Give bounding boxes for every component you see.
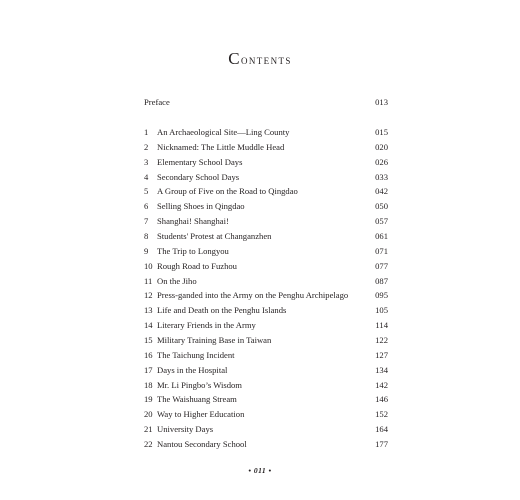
toc-entry-page: 013: [375, 97, 388, 107]
toc-entry-number: 7: [144, 216, 149, 227]
toc-entry-number: 20: [144, 409, 153, 420]
toc-entry-title: Elementary School Days: [157, 156, 243, 167]
toc-entry-number: 21: [144, 424, 153, 435]
toc-entry-page: 061: [375, 231, 388, 242]
toc-entry-number: 19: [144, 394, 153, 405]
toc-entry[interactable]: [144, 215, 388, 227]
toc-entry-number: 14: [144, 320, 153, 331]
toc-entry-title: Nicknamed: The Little Muddle Head: [157, 141, 285, 152]
toc-entry-page: 071: [375, 245, 388, 256]
toc-entry-title: Life and Death on the Penghu Islands: [157, 305, 287, 316]
toc-entry-title: Days in the Hospital: [157, 364, 228, 375]
toc-entry-number: 1: [144, 127, 149, 137]
toc-entry[interactable]: [144, 304, 388, 316]
toc-entry-number: 15: [144, 335, 153, 346]
toc-entry[interactable]: [144, 156, 388, 168]
toc-entry[interactable]: [144, 141, 388, 153]
toc-entry-title: On the Jiho: [157, 275, 197, 286]
toc-entry-page: 087: [375, 275, 388, 286]
toc-entry-page: 127: [375, 349, 388, 360]
toc-entry[interactable]: [144, 275, 388, 287]
toc-entry-number: 4: [144, 171, 149, 182]
toc-entry-title: A Group of Five on the Road to Qingdao: [157, 186, 298, 197]
toc-entry-number: 10: [144, 260, 153, 271]
title-rest: ontents: [240, 52, 292, 67]
toc-entry-page: 177: [375, 439, 388, 450]
title-initial: C: [228, 49, 241, 68]
toc-entry-page: 105: [375, 305, 388, 316]
toc-entry-page: 146: [375, 394, 388, 405]
toc-entry[interactable]: [144, 393, 388, 405]
toc-entry[interactable]: [144, 379, 388, 391]
toc-entry-title: Rough Road to Fuzhou: [157, 260, 237, 271]
toc-entry-page: 033: [375, 171, 388, 182]
toc-entry-page: 020: [375, 141, 388, 152]
toc-entry[interactable]: [144, 171, 388, 183]
toc-entry-page: 134: [375, 364, 388, 375]
toc-entry-page: 164: [375, 424, 388, 435]
toc-entry-title: The Waishuang Stream: [157, 394, 237, 405]
toc-entry-number: 8: [144, 231, 149, 242]
toc-entry-number: 12: [144, 290, 153, 301]
toc-entry-page: 095: [375, 290, 388, 301]
toc-entry[interactable]: [144, 438, 388, 450]
toc-entry[interactable]: [144, 289, 388, 301]
toc-entry-number: 17: [144, 364, 153, 375]
toc-entry[interactable]: [144, 349, 388, 361]
toc-entry-title: Literary Friends in the Army: [157, 320, 256, 331]
toc-entry-page: 057: [375, 216, 388, 227]
toc-entry-page: 050: [375, 201, 388, 212]
toc-entry[interactable]: [144, 260, 388, 272]
toc-entry[interactable]: [144, 126, 388, 138]
toc-entry-page: 026: [375, 156, 388, 167]
toc-entry-title: Nantou Secondary School: [157, 439, 247, 450]
toc-entry-title: Shanghai! Shanghai!: [157, 216, 229, 227]
toc-entry-number: 5: [144, 186, 149, 197]
toc-entry-number: 13: [144, 305, 153, 316]
toc-entry-title: Way to Higher Education: [157, 409, 245, 420]
toc-entry[interactable]: [144, 245, 388, 257]
toc-entry-title: Selling Shoes in Qingdao: [157, 201, 245, 212]
toc-entry-page: 114: [375, 320, 388, 331]
toc-entry[interactable]: [144, 364, 388, 376]
page-number: • 011 •: [248, 466, 272, 475]
toc-entry[interactable]: [144, 334, 388, 346]
toc-entry[interactable]: [144, 185, 388, 197]
toc-entry-number: 9: [144, 245, 149, 256]
toc-entry[interactable]: [144, 230, 388, 242]
toc-entry[interactable]: [144, 200, 388, 212]
toc-entry-title: Press-ganded into the Army on the Penghu Archipelago: [157, 290, 349, 301]
toc-entry-number: 3: [144, 156, 149, 167]
toc-entry[interactable]: [144, 408, 388, 420]
toc-entry-page: 122: [375, 335, 388, 346]
toc-entry-page: 042: [375, 186, 388, 197]
toc-entry-number: 6: [144, 201, 149, 212]
toc-entry[interactable]: [144, 319, 388, 331]
toc-entry-page: 152: [375, 409, 388, 420]
toc-entry-title: The Trip to Longyou: [157, 245, 229, 256]
toc-entry-number: 11: [144, 275, 153, 286]
toc-entry-title: Mr. Li Pingbo’s Wisdom: [157, 379, 242, 390]
toc-entry-preface[interactable]: [144, 96, 388, 108]
toc-entry-title: Military Training Base in Taiwan: [157, 335, 272, 346]
toc-entry-title: Preface: [144, 97, 170, 107]
toc-entry-number: 18: [144, 379, 153, 390]
toc-entry-page: 015: [375, 127, 388, 137]
toc-entry-number: 22: [144, 439, 153, 450]
toc-entry-page: 142: [375, 379, 388, 390]
toc-entry-title: Students' Protest at Changanzhen: [157, 231, 272, 242]
toc-entry-page: 077: [375, 260, 388, 271]
toc-entry-title: The Taichung Incident: [157, 349, 235, 360]
toc-entry-number: 2: [144, 141, 149, 152]
toc-entry-title: An Archaeological Site—Ling County: [157, 127, 290, 137]
toc-entry[interactable]: [144, 423, 388, 435]
toc-entry-title: University Days: [157, 424, 214, 435]
toc-entry-title: Secondary School Days: [157, 171, 240, 182]
toc-entry-number: 16: [144, 349, 153, 360]
page-title: [0, 49, 520, 69]
